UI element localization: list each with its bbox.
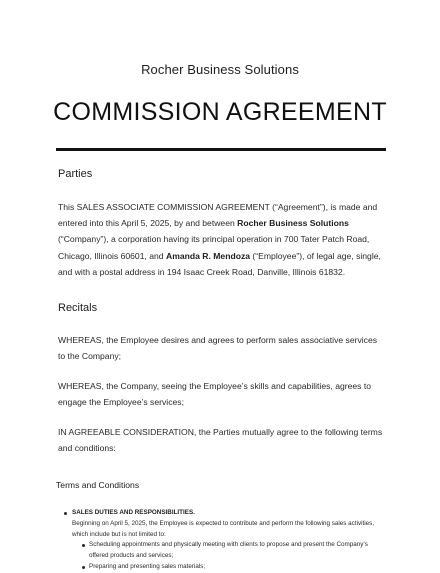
recitals-heading: Recitals	[58, 302, 98, 314]
sales-duties-title: SALES DUTIES AND RESPONSIBILITIES.	[72, 509, 195, 516]
parties-heading: Parties	[58, 168, 93, 180]
parties-text-2: (“Company”), a corporation having its principal operation in 700 Tater Patch Road, Chicago, Illinois 60601, and	[58, 234, 370, 261]
list-item	[64, 508, 384, 573]
sales-duties-text: Beginning on April 5, 2025, the Employee is expected to contribute and perform the following sales activities, which include but is not limited to:	[72, 519, 375, 538]
parties-text-1: This SALES ASSOCIATE COMMISSION AGREEMENT (“Agreement”), is made and entered into this April 5, 2025, by and between	[58, 202, 378, 229]
sub-item-text: Preparing and presenting sales materials;	[89, 562, 206, 570]
title-divider	[56, 148, 386, 151]
document-title: COMMISSION AGREEMENT	[53, 98, 387, 126]
company-name-bold: Rocher Business Solutions	[237, 218, 349, 229]
sub-list-item	[72, 540, 384, 562]
parties-text-3: (“Employee”), of legal age, single, and with a postal address in 194 Isaac Creek Road, Danville, Illinois 61832.	[58, 250, 381, 277]
terms-heading: Terms and Conditions	[56, 480, 140, 490]
sub-list-item	[72, 562, 384, 573]
terms-list	[64, 508, 384, 573]
employee-name-bold: Amanda R. Mendoza	[165, 250, 251, 261]
bullet-icon	[82, 566, 85, 569]
recital-paragraph-2: WHEREAS, the Company, seeing the Employee’s skills and capabilities, agrees to engage the Employee’s services;	[58, 381, 372, 408]
parties-paragraph	[58, 199, 384, 280]
recital-paragraph-1: WHEREAS, the Employee desires and agrees to perform sales associative services to the Company;	[58, 335, 378, 362]
bullet-icon	[82, 544, 85, 547]
bullet-icon	[64, 512, 67, 515]
recital-paragraph-3: IN AGREEABLE CONSIDERATION, the Parties mutually agree to the following terms and conditions:	[58, 427, 383, 454]
company-name: Rocher Business Solutions	[141, 62, 299, 77]
sub-item-text: Scheduling appointments and physically meeting with clients to propose and present the Company’s offered products and services;	[89, 541, 368, 560]
